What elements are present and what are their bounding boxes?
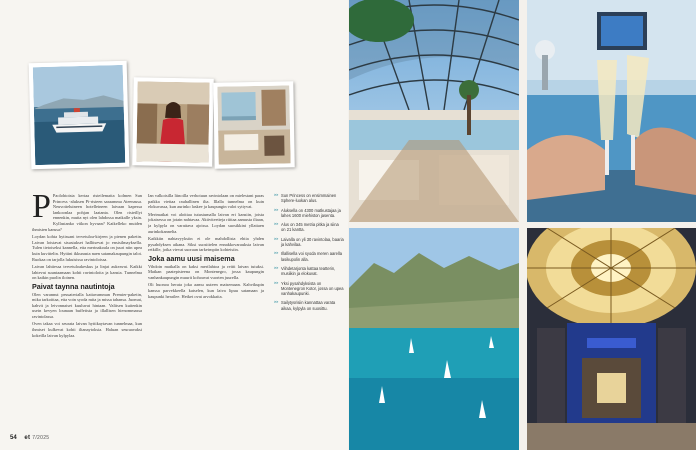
photo-dinner-polaroid [132,77,214,166]
photo-cabin-polaroid [213,81,294,168]
page-number: 54 [10,435,17,441]
body-paragraph: Laivan lahtiessa tervetuloakeskus ja linjat aukeavat. Kaikki lahtevat suuntaamaan kohti ravintoloita ja kansia. Tunnelma on kaikin puolin iloinen. [32,264,142,281]
fact-list [274,193,344,315]
champagne-photo [527,0,696,222]
fact-item: >> Aluksella on 4300 matkustajaa ja lahes 1600 miehiston jasenta. [274,208,344,219]
dinner-photo [136,81,209,162]
photo-ship-polaroid [29,61,130,170]
fact-item: >> Illallisella voi syoda meren aarella lasikupolin alla. [274,251,344,262]
body-paragraph: Olen varannut pesuaterialla kattavamman Premier-paketin, mika tarkoittaa, etta voin syoda mita ja missa tahansa. Juomat, kahvit ja leivonnaiset kuuluvat hintaan. Valitsen kuitenkin usein kevyen lounaan buffetista ja illallisen hienommassa ravintolassa. [32,291,142,319]
drop-cap: P [32,193,51,225]
cabin-photo [217,85,290,164]
ship-photo [33,65,126,165]
issue-number: 7/2025 [32,435,50,441]
subheading-morning: Joka aamu uusi maisema [148,253,235,263]
fact-item: >> Sailytysrisiin kannattaa varata aikaa, kylpyla on suosittu. [274,300,344,311]
subheading-days: Paivat taynna nautintoja [32,281,115,291]
fact-item: >> Sun Princess on ensimmainen Sphere-luokan alus. [274,193,344,204]
fact-item: >> Viihdetarjonta kattaa teatterin, musiikin ja elokuvat. [274,266,344,277]
body-paragraph: Kaikkiin nahtavyyksiin ei ole mahdollista ehtia yhden pysahdyksen aikana. Siksi suosittelen ennakkovarauksia laivan retkille, jotka vievat suoraan tarkeimpiin kohteisiin. [148,236,264,253]
article-column-1 [32,193,142,429]
page-footer [10,435,49,441]
intro-paragraph: Paolohtoista kertaa risteilematta kolmen Sun Princess -aluksen Pi-risteen saraamma Ateenassa. Neuvotteluineen hotelleineen laivaan kapessa lankoonlaa pohjan laatanta. Olen risteillyt ennenkin, mutta nyt olen lahdossa matkalle yksin. Kyllastanko viikon hyvaan? Kaikelleko muiden ihmisten kanssa? [32,193,142,232]
body-paragraph: Oli huonoa herata joka aamu uuteen maisemaan. Kahvikupin kanssa parvekkeella katselen, kun laiva lipuu satamaan ja kaupunki herailee. Hetket ovat arvokkaita. [148,282,264,299]
body-paragraph: Loydan kohta hytissani tervetuloa-kirjeen ja pienen paketin. Laivan loistavat sisustukset hallitsevat jo ensisilmayksella. Tulen tietoiseksi kannella, etta merinakoala on juuri niin upea kuin kuvittelin. Hyttini ikkunasta naen satamakaupungin talot. Ruokaa on tarjolla lukuisissa ravintoloissa. [32,234,142,262]
atrium-photo [349,0,519,222]
magazine-logo: et 7/2025 [24,435,50,441]
body-paragraph: Vihdoin matkalla on kaksi merilahtoa ja reitti laivan tutuksi. Matkan paatepisteena on Montenegro, jossa kaupungin vanhankaupungin muurit kohoavat vuorten juurella. [148,263,264,280]
fact-item: >> Yksi pysahdyksista on Montenegron Kotor, jossa on upea vanhakaupunki. [274,281,344,297]
body-paragraph: Oven takaa voi seurata laivan hyttikaytavan tunnelmaa, kun ihmiset kulkevat kohti iltanaytoksia. Haluan seuraavaksi kokeilla laivan kylpylaa. [32,321,142,338]
fact-item: >> Alus on 345 metria pitka ja siina on 21 kantta. [274,222,344,233]
grand-atrium-photo [527,228,696,450]
body-paragraph: Merimatkat voi aloittaa tutustumalla laivan eri kansiin, joista jokaisessa on jotain nahtavaa. Aktiviteetteja riittaa aamusta iltaan, ja kylpyla on varattava ajoissa. Loydan suosikkini yllattaen aurinkokannelta. [148,211,264,234]
body-paragraph: Ian valkoisilla liinoilla verhotuun ravintolaan on mielestani paras paikka viettaa rauhallinen ilta. Illalla tunnelma on kuin elokuvassa, kun aurinko laskee ja kaupungin valot syttyvat. [148,193,264,210]
article-column-2 [148,193,264,429]
fact-item: >> Laivalla on yli 30 ravintolaa, baaria ja kahvilaa. [274,237,344,248]
sea-photo [349,228,519,450]
